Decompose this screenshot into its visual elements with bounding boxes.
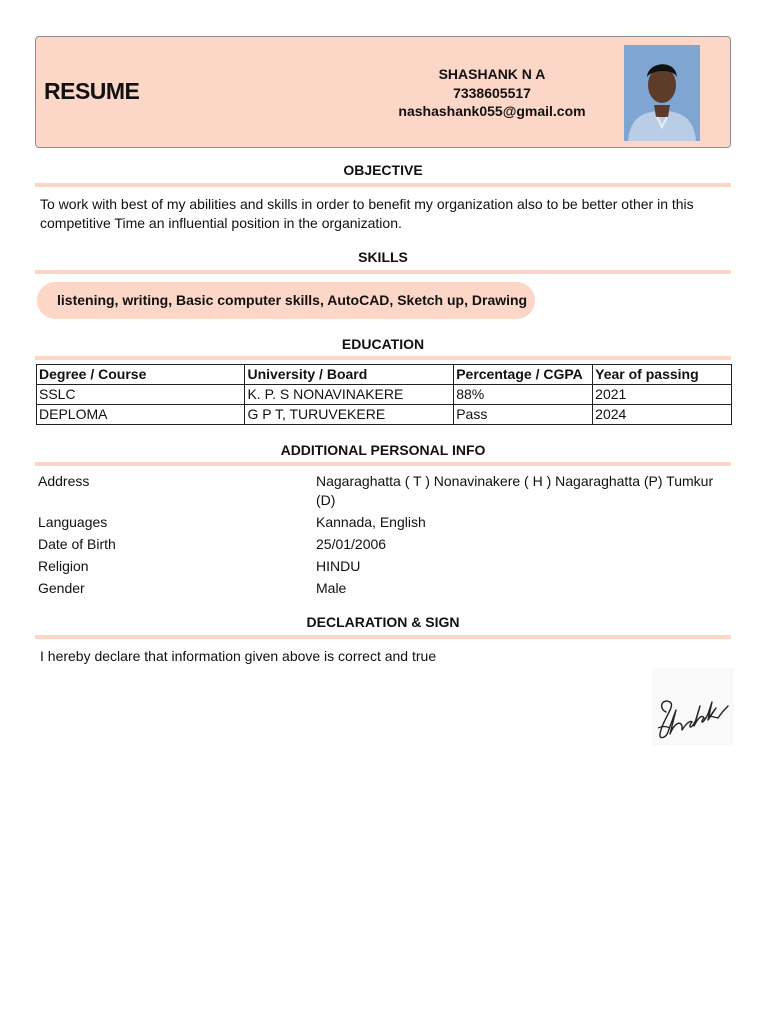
objective-text: To work with best of my abilities and skills in order to benefit my organization also to be better other in this competitive Time an influential position in the organization. — [40, 196, 694, 231]
education-heading: EDUCATION — [341, 336, 425, 352]
languages-label: Languages — [38, 514, 108, 530]
dob-value: 25/01/2006 — [316, 536, 387, 552]
languages-value: Kannada, English — [316, 514, 426, 530]
declaration-divider — [35, 635, 731, 639]
education-header-row — [37, 365, 732, 385]
signature-image — [652, 668, 734, 746]
table-cell: G P T, TURUVEKERE — [245, 405, 454, 425]
column-header: University / Board — [245, 365, 454, 385]
candidate-name: SHASHANK N A — [438, 66, 546, 82]
column-header: Year of passing — [593, 365, 732, 385]
address-label: Address — [38, 473, 90, 489]
education-divider — [35, 356, 731, 360]
table-cell: 2021 — [593, 385, 732, 405]
table-cell: Pass — [454, 405, 593, 425]
contact-block — [362, 65, 622, 121]
objective-heading: OBJECTIVE — [343, 162, 423, 178]
table-cell: SSLC — [37, 385, 245, 405]
address-value: Nagaraghatta ( T ) Nonavinakere ( H ) Nagaraghatta (P) Tumkur (D) — [316, 473, 714, 508]
signature-drawing — [652, 668, 734, 746]
personal-info-divider — [35, 462, 731, 466]
gender-label: Gender — [38, 580, 85, 596]
objective-divider — [35, 183, 731, 187]
profile-photo-image — [624, 45, 700, 141]
gender-value: Male — [316, 580, 347, 596]
table-cell: DEPLOMA — [37, 405, 245, 425]
religion-value: HINDU — [316, 558, 361, 574]
religion-label: Religion — [38, 558, 89, 574]
column-header: Percentage / CGPA — [454, 365, 593, 385]
resume-title: RESUME — [44, 78, 140, 104]
table-cell: 88% — [454, 385, 593, 405]
email-address: nashashank055@gmail.com — [398, 103, 586, 119]
skills-heading: SKILLS — [358, 249, 408, 265]
resume-header — [35, 36, 731, 148]
table-row — [37, 385, 732, 405]
table-row — [37, 405, 732, 425]
education-table — [36, 364, 732, 425]
skills-list: listening, writing, Basic computer skills, AutoCAD, Sketch up, Drawing — [37, 282, 535, 319]
column-header: Degree / Course — [37, 365, 245, 385]
table-cell: 2024 — [593, 405, 732, 425]
phone-number: 7338605517 — [453, 84, 531, 101]
declaration-heading: DECLARATION & SIGN — [306, 614, 460, 630]
skills-divider — [35, 270, 731, 274]
table-cell: K. P. S NONAVINAKERE — [245, 385, 454, 405]
profile-photo — [624, 45, 700, 141]
declaration-text: I hereby declare that information given above is correct and true — [40, 648, 437, 664]
personal-info-heading: ADDITIONAL PERSONAL INFO — [280, 442, 486, 458]
dob-label: Date of Birth — [38, 536, 116, 552]
